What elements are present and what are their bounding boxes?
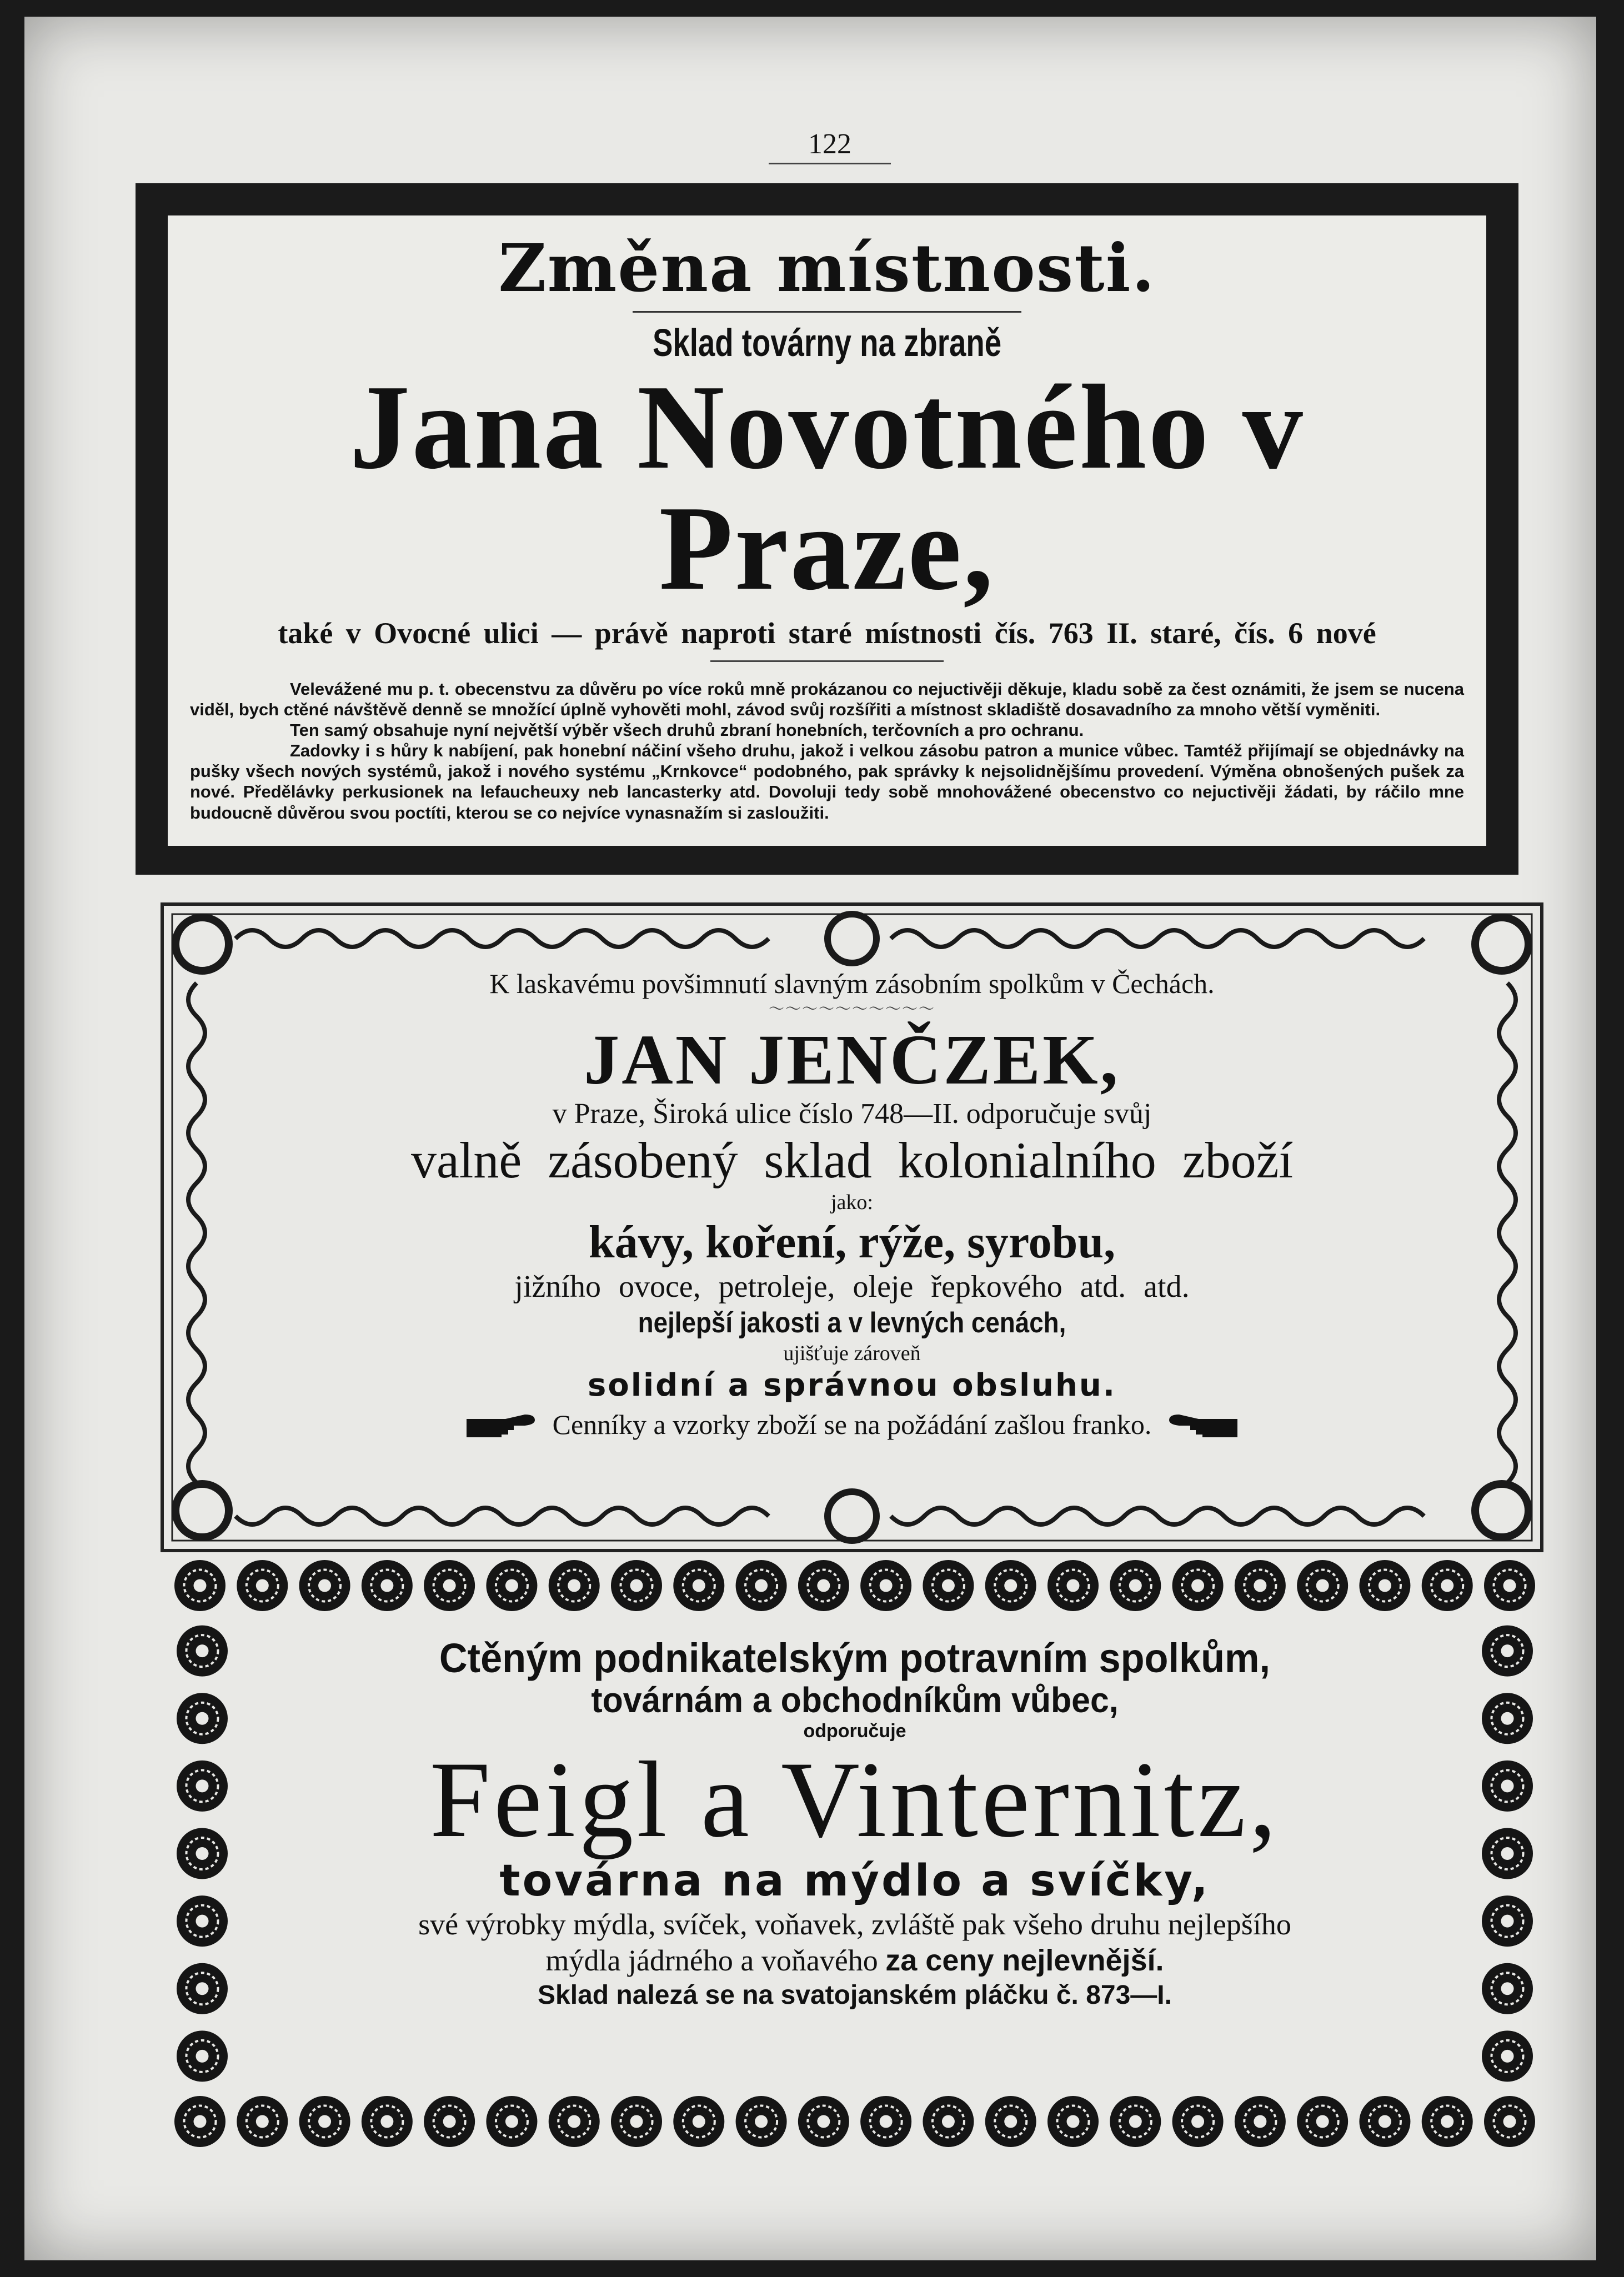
rosette-icon	[1110, 1560, 1161, 1611]
rosette-icon	[1422, 2096, 1473, 2147]
rosette-icon	[1235, 2096, 1286, 2147]
ad-soap-factory	[174, 1558, 1535, 2149]
rosette-icon	[1484, 2096, 1535, 2147]
rosette-icon	[1172, 1560, 1224, 1611]
rosette-icon	[486, 2096, 537, 2147]
ad1-name: Jana Novotného v Praze,	[349, 360, 1305, 615]
ad3-factory: továrna na mýdlo a svíčky,	[499, 1856, 1210, 1907]
ad3-line1: Ctěným podnikatelským potravním spolkům,	[439, 1635, 1271, 1681]
ad-gun-factory-inner	[168, 215, 1486, 846]
rosette-icon	[299, 2096, 350, 2147]
rosette-icon	[736, 1560, 787, 1611]
rosette-icon	[1297, 2096, 1348, 2147]
ad2-content	[252, 966, 1452, 1499]
rosette-icon	[362, 1560, 413, 1611]
ad2-headline: valně zásobený sklad kolonialního zboží	[410, 1132, 1294, 1189]
ad2-name: JAN JENČZEK,	[584, 1020, 1120, 1099]
ad3-recommends: odporučuje	[803, 1720, 906, 1742]
rosette-icon	[174, 2096, 225, 2147]
ad2-intro: K laskavému povšimnutí slavným zásobním spolkům v Čechách.	[489, 968, 1215, 999]
ad1-body-paragraph: Velevážené mu p. t. obecenstvu za důvěru po více roků mně prokázanou co nejuctivěji děkuje, kladu sobě za čest oznámiti, že jsem se nucena viděl, bych ctěné návštěvě denně se množící úplně vyhověti mohl, závod svůj rozšířiti a místnost skladiště dosavadního za mnoho větší vyměniti.	[190, 679, 1464, 719]
rosette-icon	[798, 1560, 849, 1611]
rosette-icon	[1482, 1895, 1533, 1947]
ad2-service: solidní a správnou obsluhu.	[587, 1367, 1117, 1404]
rosette-icon	[177, 1761, 228, 1812]
ad2-address: v Praze, Široká ulice číslo 748—II. odporučuje svůj	[552, 1097, 1152, 1130]
rosette-icon	[798, 2096, 849, 2147]
rosette-icon	[1047, 2096, 1099, 2147]
rosette-icon	[736, 2096, 787, 2147]
ad2-quality: nejlepší jakosti a v levných cenách,	[638, 1306, 1066, 1339]
ad3-content	[269, 1636, 1441, 2091]
rosette-icon	[860, 2096, 911, 2147]
rosette-icon	[1422, 1560, 1473, 1611]
rosette-icon	[1110, 2096, 1161, 2147]
ad-gun-factory	[136, 183, 1518, 875]
ad2-prices: Cenníky a vzorky zboží se na požádání zašlou franko.	[552, 1409, 1152, 1441]
pointing-hand-right-icon	[464, 1411, 536, 1438]
rosette-icon	[237, 2096, 288, 2147]
rosette-icon	[424, 1560, 475, 1611]
rosette-icon	[177, 1895, 228, 1947]
rosette-icon	[362, 2096, 413, 2147]
rosette-icon	[985, 1560, 1036, 1611]
ad1-divider-small	[710, 660, 944, 662]
ad1-divider	[633, 311, 1021, 313]
ad2-wave-divider: ～～～～～～～～～～	[768, 999, 935, 1018]
rosette-icon	[860, 1560, 911, 1611]
rosette-icon	[1047, 1560, 1099, 1611]
pointing-hand-left-icon	[1168, 1411, 1240, 1438]
rosette-icon	[1359, 1560, 1410, 1611]
rosette-icon	[923, 1560, 974, 1611]
rosette-icon	[549, 2096, 600, 2147]
rosette-icon	[1482, 1963, 1533, 2014]
rosette-icon	[1482, 1693, 1533, 1744]
ad3-body2-bold: za ceny nejlevnější.	[885, 1943, 1164, 1977]
ad2-goods: kávy, koření, rýže, syrobu,	[588, 1216, 1116, 1268]
ad3-store: Sklad nalezá se na svatojanském pláčku č. 873—I.	[538, 1980, 1172, 2010]
rosette-icon	[177, 2030, 228, 2082]
ad2-prices-row	[252, 1408, 1452, 1441]
rosette-icon	[611, 1560, 662, 1611]
rosette-icon	[177, 1963, 228, 2014]
ad3-body1: své výrobky mýdla, svíček, voňavek, zvláště pak všeho druhu nejlepšího	[418, 1908, 1291, 1942]
rosette-icon	[177, 1693, 228, 1744]
rosette-icon	[1235, 1560, 1286, 1611]
rosette-icon	[486, 1560, 537, 1611]
ad1-headline: Změna místnosti.	[498, 229, 1156, 307]
rosette-icon	[237, 1560, 288, 1611]
ad2-jako: jako:	[831, 1191, 873, 1215]
rosette-icon	[549, 1560, 600, 1611]
rosette-icon	[1297, 1560, 1348, 1611]
rosette-icon	[673, 1560, 724, 1611]
rosette-icon	[611, 2096, 662, 2147]
ad3-line2: továrnám a obchodníkům vůbec,	[591, 1680, 1119, 1721]
rosette-icon	[923, 2096, 974, 2147]
rosette-icon	[1482, 1761, 1533, 1812]
ad1-subtitle: Sklad továrny na zbraně	[652, 321, 1002, 364]
ad2-assures: ujišťuje zároveň	[783, 1341, 921, 1365]
ad3-body2	[269, 1943, 1441, 1979]
rosette-icon	[1482, 2030, 1533, 2082]
rosette-icon	[1482, 1828, 1533, 1879]
rosette-icon	[673, 2096, 724, 2147]
ad-colonial-goods	[158, 900, 1546, 1555]
ad1-body	[190, 679, 1464, 823]
ad3-name: Feigl a Vinternitz,	[429, 1739, 1280, 1860]
rosette-icon	[177, 1626, 228, 1677]
rosette-icon	[424, 2096, 475, 2147]
ad1-address: také v Ovocné ulici — právě naproti staré místnosti čís. 763 II. staré, čís. 6 nové	[278, 616, 1376, 650]
rosette-icon	[1482, 1626, 1533, 1677]
rosette-icon	[174, 1560, 225, 1611]
rosette-icon	[1484, 1560, 1535, 1611]
rosette-icon	[1172, 2096, 1224, 2147]
rosette-icon	[299, 1560, 350, 1611]
ad3-body2-start: mýdla jádrného a voňavého	[545, 1943, 878, 1977]
ad1-body-paragraph: Ten samý obsahuje nyní největší výběr všech druhů zbraní honebních, terčovních a pro ochranu.	[290, 720, 1084, 740]
ad2-fruit: jižního ovoce, petroleje, oleje řepkového atd. atd.	[514, 1270, 1190, 1305]
page-number: 122	[769, 128, 891, 164]
newspaper-page	[24, 17, 1596, 2260]
rosette-icon	[1359, 2096, 1410, 2147]
rosette-icon	[985, 2096, 1036, 2147]
rosette-icon	[177, 1828, 228, 1879]
ad1-body-paragraph: Zadovky i s hůry k nabíjení, pak honební náčiní všeho druhu, jakož i velkou zásobu patron a munice vůbec. Tamtéž přijímají se objednávky na pušky všech nových systémů, jakož i nového systému „Krnkovce“ podobného, pak správky k nejsolidnějšímu provedení. Výměna obnošených pušek za nové. Předělávky perkusionek na lefaucheuxy neb lancasterky atd. Dovoluji tedy sobě mnohovážené obecenstvo co nejuctivěji žádati, by ráčilo mne budoucně důvěrou svou poctíti, kterou se co nejvíce vynasnažím si zasloužiti.	[190, 741, 1464, 822]
